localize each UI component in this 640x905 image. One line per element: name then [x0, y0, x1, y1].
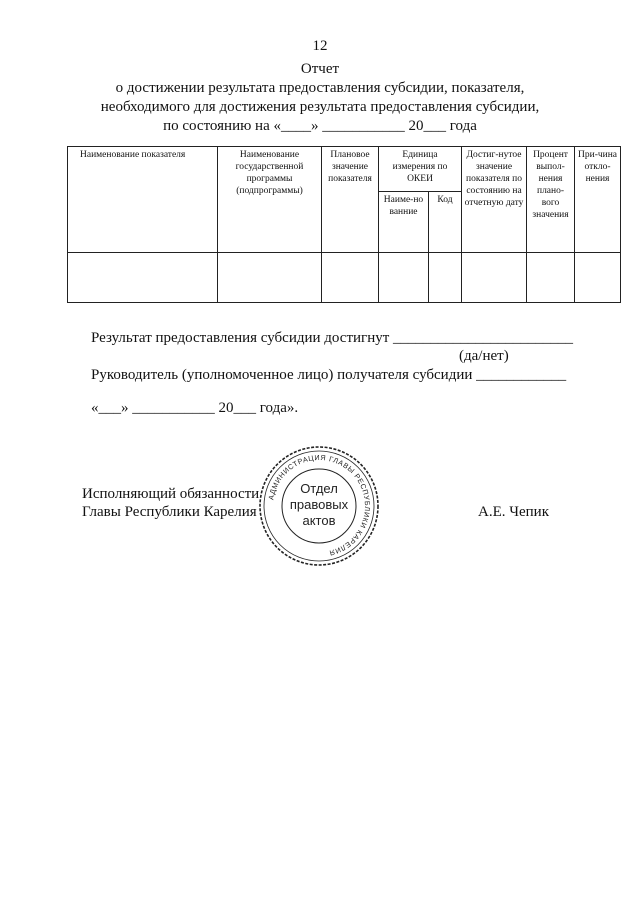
stamp-center-line-3: актов — [302, 513, 336, 528]
signature-name: А.Е. Чепик — [478, 504, 549, 520]
stamp-ring-text: АДМИНИСТРАЦИЯ ГЛАВЫ РЕСПУБЛИКИ КАРЕЛИЯ — [266, 452, 373, 558]
report-table — [67, 146, 621, 303]
head-signature-line: Руководитель (уполномоченное лицо) получателя субсидии ____________ — [91, 367, 567, 383]
header-completion-percent: Процент выпол-нения плано-вого значения — [527, 147, 575, 253]
stamp-center-line-1: Отдел — [300, 481, 338, 496]
header-planned-value: Плановое значение показателя — [322, 147, 379, 253]
table-cell — [322, 253, 379, 303]
header-unit-okei: Единица измерения по ОКЕИ — [379, 147, 462, 192]
stamp-center-line-2: правовых — [289, 497, 349, 512]
title-line-3: необходимого для достижения результата предоставления субсидии, — [100, 99, 540, 115]
title-line-4: по состоянию на «____» ___________ 20___ года — [163, 118, 477, 134]
table-cell — [527, 253, 575, 303]
result-hint: (да/нет) — [459, 348, 509, 364]
report-title — [0, 60, 640, 136]
executor-title-line-2: Главы Республики Карелия — [82, 504, 257, 520]
header-unit-code: Код — [429, 192, 462, 253]
header-achieved-value: Достиг-нутое значение показателя по состоянию на отчетную дату — [462, 147, 527, 253]
table-cell — [462, 253, 527, 303]
executor-title-line-1: Исполняющий обязанности — [82, 486, 260, 502]
page-number: 12 — [312, 38, 328, 54]
table-cell — [218, 253, 322, 303]
table-cell — [68, 253, 218, 303]
result-achieved-line: Результат предоставления субсидии достигнут ________________________ — [91, 330, 574, 346]
table-cell — [429, 253, 462, 303]
date-line: «___» ___________ 20___ года». — [91, 400, 299, 416]
official-stamp — [258, 445, 380, 567]
header-deviation-reason: При-чина откло-нения — [575, 147, 621, 253]
table-cell — [575, 253, 621, 303]
header-unit-name: Наиме-но ванние — [379, 192, 429, 253]
table-row — [68, 253, 621, 303]
header-program-name: Наименование государственной программы (подпрограммы) — [218, 147, 322, 253]
title-line-1: Отчет — [300, 61, 340, 77]
header-indicator-name: Наименование показателя — [68, 147, 218, 253]
table-cell — [379, 253, 429, 303]
title-line-2: о достижении результата предоставления субсидии, показателя, — [115, 80, 525, 96]
